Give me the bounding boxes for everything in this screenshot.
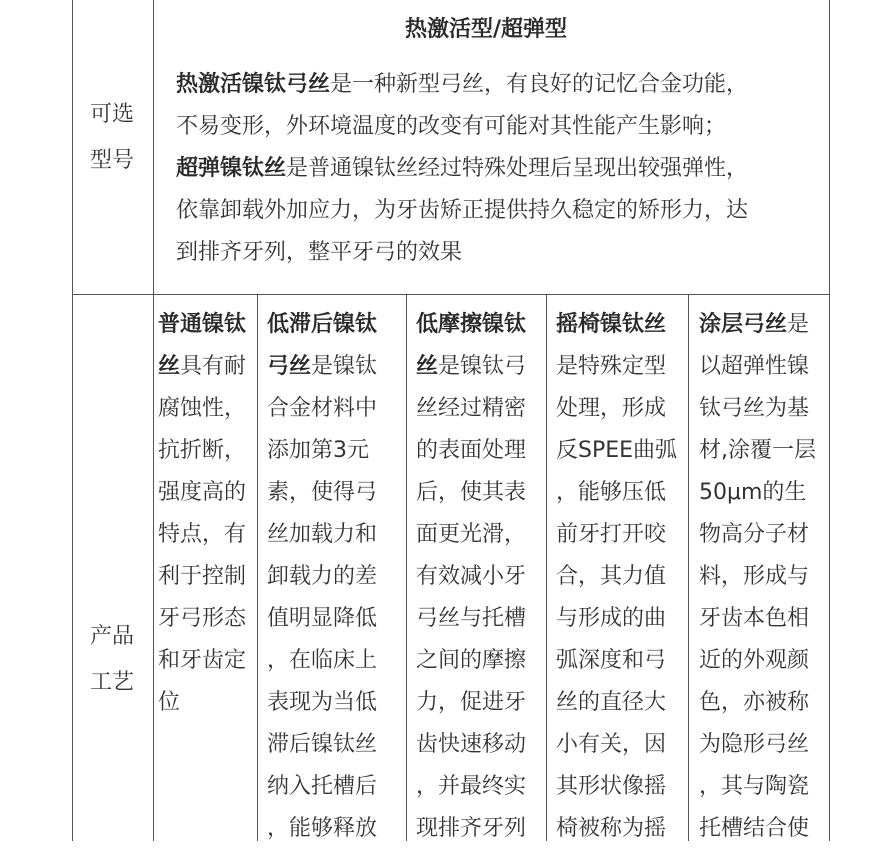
description-line	[176, 106, 816, 148]
section-title: 热激活型/超弹型	[405, 17, 568, 42]
column-heading: 低摩擦镍钛 丝	[416, 312, 527, 379]
column-text: 具有耐 腐蚀性， 抗折断， 强度高的 特点，有 利于控制 牙弓形态 和牙齿定 位	[158, 354, 247, 715]
term-bold: 超弹镍钛丝	[176, 156, 287, 181]
label-column-divider	[153, 0, 154, 841]
column-text: 是镍钛 合金材料中 添加第3元 素，使得弓 丝加载力和 卸载力的差 值明显降低 ，在临床上 表现为当低 滞后镍钛丝 纳入托槽后 ，能够释放	[267, 354, 378, 841]
description-line	[176, 190, 816, 232]
column-text: 是特殊定型 处理，形成 反SPEE曲弧 ，能够压低 前牙打开咬 合，其力值 与形成的曲 弧深度和弓 丝的直径大 小有关，因 其形状像摇 椅被称为摇	[556, 354, 678, 841]
term-bold: 热激活镍钛弓丝	[176, 72, 331, 97]
col-divider-4	[688, 294, 689, 841]
description-line	[176, 232, 816, 274]
model-description	[176, 64, 816, 274]
term-text: 是普通镍钛丝经过特殊处理后呈现出较强弹性，	[286, 156, 749, 181]
column-heading: 摇椅镍钛丝	[556, 312, 667, 337]
column-text: 是镍钛弓 丝经过精密 的表面处理 后，使其表 面更光滑， 有效减小牙 弓丝与托槽 之间的摩擦 力，促进牙 齿快速移动 ，并最终实 现排齐牙列	[416, 354, 527, 841]
craft-column-low-hysteresis	[267, 304, 405, 850]
column-text: 是 以超弹性镍 钛弓丝为基 材,涂覆一层 50μm的生 物高分子材 料，形成与 牙齿本色相 近的外观颜 色，亦被称 为隐形弓丝 ，其与陶瓷 托槽结合使	[699, 312, 816, 841]
col-divider-2	[406, 294, 407, 841]
column-heading: 涂层弓丝	[699, 312, 788, 337]
description-line	[176, 148, 816, 190]
row-label-craft: 产品 工艺	[90, 624, 135, 695]
term-text: 到排齐牙列，整平牙弓的效果	[176, 240, 463, 265]
term-text: 是一种新型弓丝，有良好的记忆合金功能，	[330, 72, 749, 97]
craft-column-coated	[699, 304, 829, 850]
table-border-left	[72, 0, 73, 841]
col-divider-1	[257, 294, 258, 841]
craft-column-regular	[158, 304, 256, 724]
row-label-model: 可选 型号	[90, 102, 135, 173]
column-heading: 低滞后镍钛 弓丝	[267, 312, 378, 379]
term-text: 不易变形，外环境温度的改变有可能对其性能产生影响；	[176, 114, 727, 139]
craft-column-rocking-chair	[556, 304, 688, 850]
craft-column-low-friction	[416, 304, 546, 850]
row-divider	[72, 294, 830, 295]
term-text: 依靠卸载外加应力，为牙齿矫正提供持久稳定的矫形力，达	[176, 198, 749, 223]
table-border-right	[829, 0, 830, 841]
col-divider-3	[546, 294, 547, 841]
description-line	[176, 64, 816, 106]
column-heading: 普通镍钛 丝	[158, 312, 247, 379]
